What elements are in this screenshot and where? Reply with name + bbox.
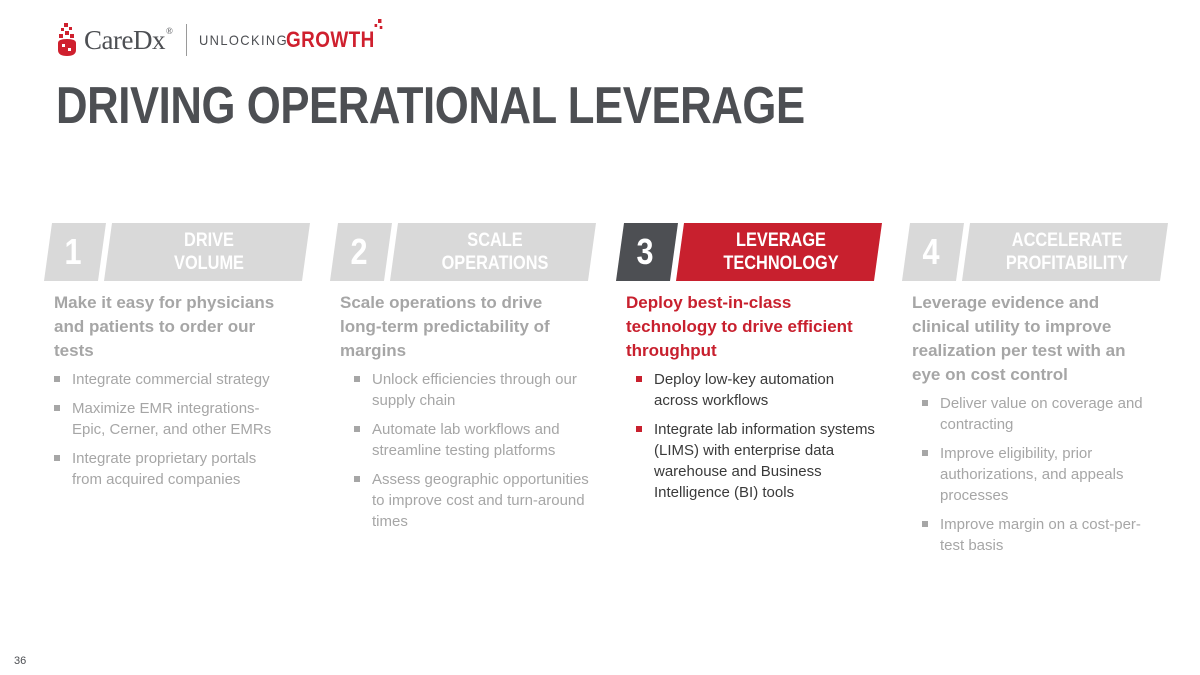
bullet-item: Improve eligibility, prior authorizations, and appeals processes: [922, 443, 1146, 506]
pillar-number: 3: [636, 231, 654, 272]
bullet-item: Unlock efficiencies through our supply chain: [354, 369, 582, 411]
pillar-number: 4: [922, 231, 940, 272]
pillar-bullets: [44, 369, 314, 490]
bullet-item: Integrate lab information systems (LIMS) with enterprise data warehouse and Business Intelligence (BI) tools: [636, 419, 876, 503]
pillar-lead: Leverage evidence and clinical utility to improve realization per test with an eye on cost control: [912, 293, 1126, 384]
pillar-bullets: [616, 369, 886, 503]
pillar-accelerate-profitability: [902, 223, 1172, 564]
pillar-banner: [616, 223, 886, 281]
pillar-lead: Make it easy for physicians and patients to order our tests: [54, 293, 275, 360]
pillar-drive-volume: [44, 223, 314, 498]
pillar-bullets: [902, 393, 1172, 556]
header-divider: [186, 24, 187, 56]
pillar-label: LEVERAGE TECHNOLOGY: [723, 230, 839, 274]
bullet-item: Automate lab workflows and streamline testing platforms: [354, 419, 582, 461]
brand-name: CareDx®: [84, 24, 173, 55]
bullet-item: Deliver value on coverage and contracting: [922, 393, 1162, 435]
pillar-label: DRIVE VOLUME: [174, 230, 244, 274]
page-title: DRIVING OPERATIONAL LEVERAGE: [56, 77, 805, 135]
bullet-item: Improve margin on a cost-per-test basis: [922, 514, 1160, 556]
bullet-item: Maximize EMR integrations- Epic, Cerner, and other EMRs: [54, 398, 284, 440]
pillar-number: 1: [64, 231, 82, 272]
pillar-lead: Scale operations to drive long-term predictability of margins: [340, 293, 550, 360]
bullet-item: Deploy low-key automation across workflows: [636, 369, 876, 411]
tagline-bold: GROWTH: [286, 27, 375, 53]
bullet-item: Integrate commercial strategy: [54, 369, 294, 390]
pillar-banner: [902, 223, 1172, 281]
pixel-dots-icon: [373, 19, 383, 31]
pillar-scale-operations: [330, 223, 600, 540]
tagline-light: UNLOCKING: [199, 32, 289, 48]
pillar-leverage-technology: [616, 223, 886, 511]
bullet-item: Integrate proprietary portals from acquired companies: [54, 448, 284, 490]
page-number: 36: [14, 655, 27, 667]
pillar-label: SCALE OPERATIONS: [441, 230, 549, 274]
pillar-bullets: [330, 369, 600, 532]
pillar-label: ACCELERATE PROFITABILITY: [1005, 230, 1129, 274]
header: [56, 18, 389, 62]
pillar-banner: [330, 223, 600, 281]
pillar-lead: Deploy best-in-class technology to drive efficient throughput: [626, 293, 853, 360]
pillar-banner: [44, 223, 314, 281]
caredx-logo-icon: [56, 23, 78, 57]
pillar-number: 2: [350, 231, 368, 272]
bullet-item: Assess geographic opportunities to improve cost and turn-around times: [354, 469, 590, 532]
